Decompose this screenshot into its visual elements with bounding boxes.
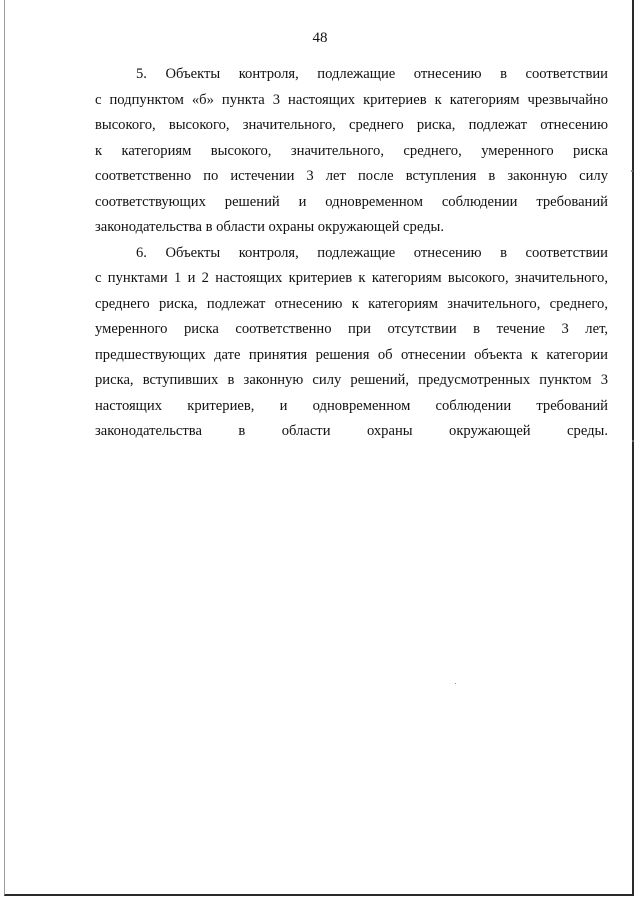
paragraph-6	[95, 241, 608, 445]
text-line: умеренного риска соответственно при отсутствии в течение 3 лет,	[95, 321, 608, 337]
text-line: законодательства в области охраны окружающей среды.	[95, 423, 608, 439]
text-line: 5. Объекты контроля, подлежащие отнесению в соответствии	[136, 66, 608, 82]
document-body	[95, 62, 608, 445]
text-line: риска, вступивших в законную силу решений, предусмотренных пунктом 3	[95, 372, 608, 388]
text-line: с пунктами 1 и 2 настоящих критериев к категориям высокого, значительного,	[95, 270, 608, 286]
text-line: настоящих критериев, и одновременном соблюдении требований	[95, 397, 608, 414]
page-number: 48	[312, 30, 328, 46]
text-line: высокого, высокого, значительного, среднего риска, подлежат отнесению	[95, 117, 608, 133]
text-line: среднего риска, подлежат отнесению к категориям значительного, среднего,	[95, 295, 608, 312]
text-line: 6. Объекты контроля, подлежащие отнесению в соответствии	[136, 244, 608, 261]
text-line: соответственно по истечении 3 лет после вступления в законную силу	[95, 168, 608, 184]
text-line: соответствующих решений и одновременном соблюдении требований	[95, 193, 608, 210]
text-line: с подпунктом «б» пункта 3 настоящих критериев к категориям чрезвычайно	[95, 91, 608, 108]
scan-speck	[631, 170, 633, 172]
scan-speck	[455, 683, 456, 684]
text-line: законодательства в области охраны окружающей среды.	[95, 219, 444, 235]
paragraph-5	[95, 62, 608, 241]
text-line: к категориям высокого, значительного, среднего, умеренного риска	[95, 142, 608, 159]
scan-speck	[632, 440, 634, 442]
text-line: предшествующих дате принятия решения об отнесении объекта к категории	[95, 346, 608, 363]
